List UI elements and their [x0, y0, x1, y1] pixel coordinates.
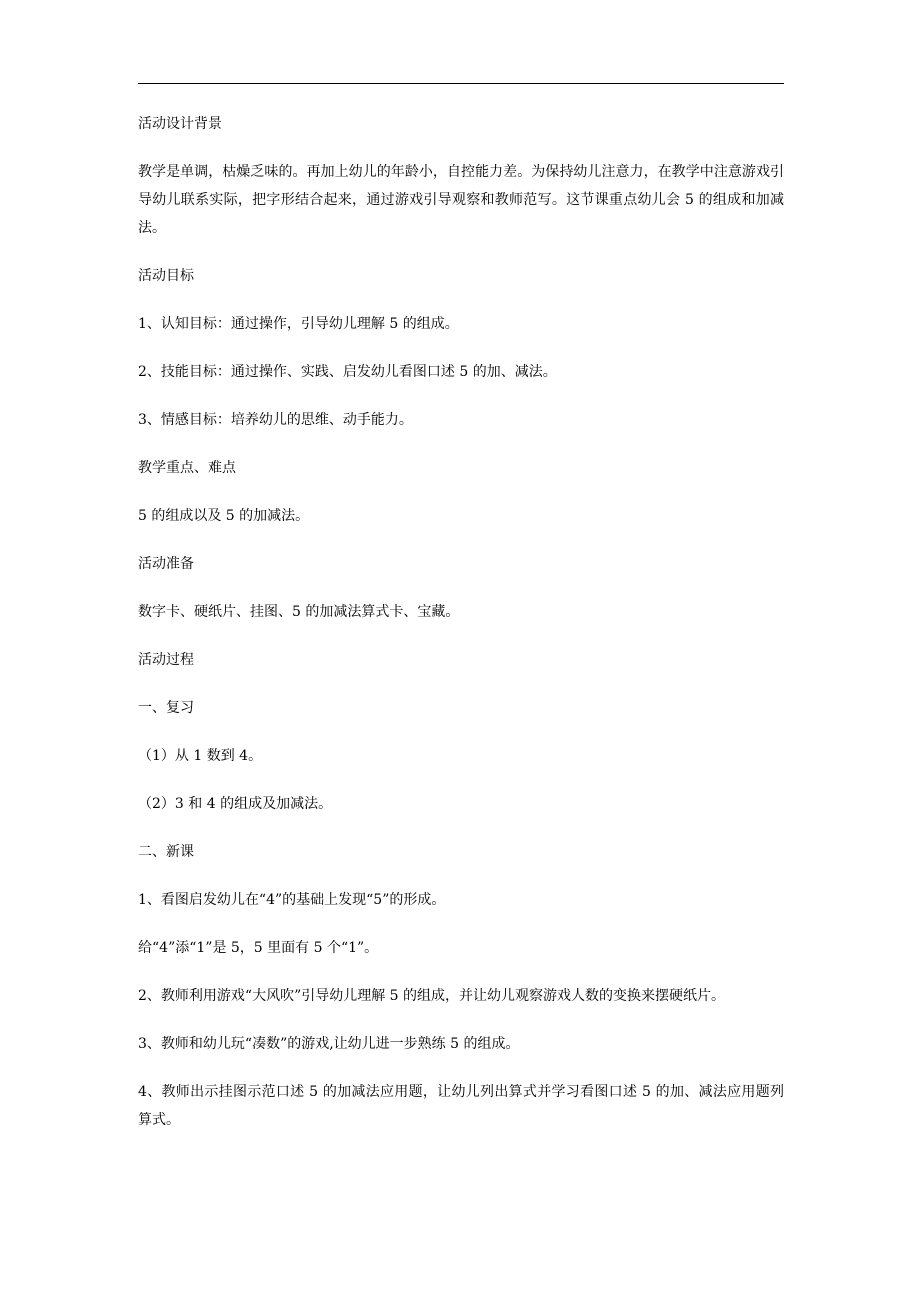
new-lesson-step-3: 3、教师和幼儿玩“凑数”的游戏,让幼儿进一步熟练 5 的组成。	[138, 1036, 520, 1052]
goal-item-emotion: 3、情感目标：培养幼儿的思维、动手能力。	[138, 412, 413, 428]
section-heading-preparation: 活动准备	[138, 556, 194, 572]
background-paragraph: 教学是单调，枯燥乏味的。再加上幼儿的年龄小，自控能力差。为保持幼儿注意力，在教学中注意游戏引导幼儿联系实际，把字形结合起来，通过游戏引导观察和教师范写。这节课重点幼儿会 5 的组成和加减法。	[138, 164, 784, 236]
review-item-2: （2）3 和 4 的组成及加减法。	[138, 796, 333, 812]
review-item-1: （1）从 1 数到 4。	[138, 748, 263, 764]
section-heading-goals: 活动目标	[138, 268, 194, 284]
goal-item-cognitive: 1、认知目标：通过操作，引导幼儿理解 5 的组成。	[138, 316, 459, 332]
preparation-paragraph: 数字卡、硬纸片、挂图、5 的加减法算式卡、宝藏。	[138, 604, 460, 620]
subsection-heading-new-lesson: 二、新课	[138, 844, 194, 860]
section-heading-key-points: 教学重点、难点	[138, 460, 236, 476]
section-heading-process: 活动过程	[138, 652, 194, 668]
new-lesson-step-1: 1、看图启发幼儿在“4”的基础上发现“5”的形成。	[138, 892, 446, 908]
new-lesson-step-1-note: 给“4”添“1”是 5，5 里面有 5 个“1”。	[138, 940, 379, 956]
goal-item-skill: 2、技能目标：通过操作、实践、启发幼儿看图口述 5 的加、减法。	[138, 364, 557, 380]
section-heading-background: 活动设计背景	[138, 116, 222, 132]
key-points-paragraph: 5 的组成以及 5 的加减法。	[138, 508, 310, 524]
header-rule	[138, 83, 784, 84]
subsection-heading-review: 一、复习	[138, 700, 194, 716]
new-lesson-step-2: 2、教师利用游戏“大风吹”引导幼儿理解 5 的组成，并让幼儿观察游戏人数的变换来摆硬纸片。	[138, 988, 726, 1004]
document-body	[138, 110, 784, 1154]
new-lesson-step-4: 4、教师出示挂图示范口述 5 的加减法应用题，让幼儿列出算式并学习看图口述 5 的加、减法应用题列算式。	[138, 1084, 784, 1128]
